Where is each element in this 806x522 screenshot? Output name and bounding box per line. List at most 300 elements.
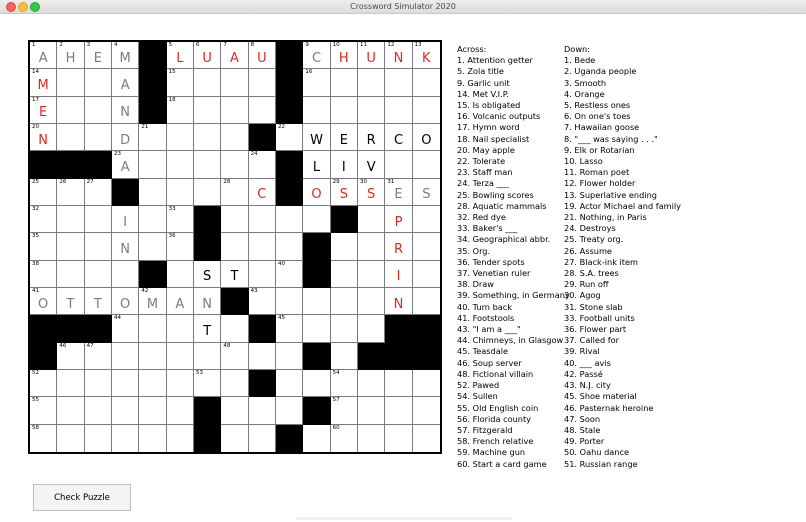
- cell-number: 53: [196, 370, 203, 376]
- clue-item[interactable]: 12. Flower holder: [564, 178, 636, 189]
- grid-cell[interactable]: [358, 261, 385, 288]
- grid-cell[interactable]: [221, 69, 248, 96]
- grid-cell[interactable]: [139, 288, 166, 315]
- grid-cell[interactable]: [413, 42, 440, 69]
- cell-letter: E: [394, 187, 403, 203]
- clue-item[interactable]: 40. Turn back: [457, 301, 513, 312]
- clue-item[interactable]: 18. Nail specialist: [457, 133, 530, 144]
- grid-cell[interactable]: [385, 233, 412, 260]
- grid-cell[interactable]: [413, 288, 440, 315]
- clue-item[interactable]: 51. Russian range: [564, 458, 638, 469]
- grid-cell[interactable]: [221, 397, 248, 424]
- grid-cell[interactable]: [249, 151, 276, 178]
- grid-cell[interactable]: [30, 370, 57, 397]
- grid-cell[interactable]: [331, 370, 358, 397]
- grid-cell[interactable]: [303, 42, 330, 69]
- grid-cell[interactable]: [249, 179, 276, 206]
- grid-cell[interactable]: [331, 42, 358, 69]
- grid-cell[interactable]: [30, 233, 57, 260]
- grid-cell[interactable]: [57, 97, 84, 124]
- grid-cell[interactable]: [385, 397, 412, 424]
- grid-cell[interactable]: [385, 97, 412, 124]
- grid-cell[interactable]: [57, 397, 84, 424]
- clue-item[interactable]: 10. Lasso: [564, 156, 603, 167]
- cell-number: 3: [86, 42, 91, 48]
- grid-cell[interactable]: [167, 370, 194, 397]
- grid-cell[interactable]: [112, 233, 139, 260]
- clue-item[interactable]: 26. Assume: [564, 245, 612, 256]
- clue-item[interactable]: 32. Red dye: [457, 212, 506, 223]
- clue-item[interactable]: 15. Is obligated: [457, 100, 521, 111]
- grid-cell[interactable]: [221, 179, 248, 206]
- clue-item[interactable]: 55. Old English coin: [457, 402, 539, 413]
- clue-item[interactable]: 25. Bowling scores: [457, 189, 534, 200]
- grid-cell[interactable]: [57, 425, 84, 452]
- grid-cell[interactable]: [85, 425, 112, 452]
- clue-item[interactable]: 57. Fitzgerald: [457, 424, 513, 435]
- grid-cell[interactable]: [112, 124, 139, 151]
- grid-cell[interactable]: [331, 261, 358, 288]
- down-clue-list: [564, 55, 681, 470]
- clue-item[interactable]: 43. N.J. city: [564, 380, 611, 391]
- grid-cell[interactable]: [167, 69, 194, 96]
- clue-item[interactable]: 4. Orange: [564, 88, 605, 99]
- grid-cell[interactable]: [57, 343, 84, 370]
- grid-cell[interactable]: [331, 124, 358, 151]
- grid-cell[interactable]: [221, 206, 248, 233]
- cell-number: 38: [32, 260, 39, 267]
- clue-item[interactable]: 27. Black-ink item: [564, 256, 639, 267]
- cell-letter: O: [421, 132, 432, 148]
- grid-cell[interactable]: [57, 179, 84, 206]
- clue-item[interactable]: 59. Machine gun: [457, 447, 526, 458]
- clue-item[interactable]: 45. Shoe material: [564, 391, 637, 402]
- grid-cell[interactable]: [413, 261, 440, 288]
- cell-number: 42: [141, 288, 149, 294]
- grid-cell[interactable]: [167, 97, 194, 124]
- grid-cell[interactable]: [303, 151, 330, 178]
- clue-item[interactable]: 14. Met V.I.P.: [457, 88, 509, 99]
- grid-cell[interactable]: [358, 69, 385, 96]
- grid-cell[interactable]: [57, 69, 84, 96]
- cell-number: 17: [32, 96, 39, 103]
- black-cell: [385, 343, 412, 370]
- clue-item[interactable]: 7. Hawaiian goose: [564, 122, 640, 133]
- clue-item[interactable]: 36. Tender spots: [457, 256, 525, 267]
- clue-item[interactable]: 60. Start a card game: [457, 458, 547, 469]
- cell-letter: R: [393, 241, 404, 257]
- grid-cell[interactable]: [385, 151, 412, 178]
- clue-item[interactable]: 35. Org.: [457, 245, 491, 256]
- grid-cell[interactable]: [221, 124, 248, 151]
- cell-number: 1: [32, 42, 36, 48]
- grid-cell[interactable]: [303, 206, 330, 233]
- grid-cell[interactable]: [57, 288, 84, 315]
- grid-cell[interactable]: [276, 315, 303, 342]
- grid-cell[interactable]: [358, 315, 385, 342]
- grid-cell[interactable]: [30, 97, 57, 124]
- grid-cell[interactable]: [85, 206, 112, 233]
- grid-cell[interactable]: [331, 233, 358, 260]
- cell-number: 13: [414, 42, 422, 48]
- grid-cell[interactable]: [221, 425, 248, 452]
- clue-item[interactable]: 42. Passé: [564, 368, 603, 379]
- grid-cell[interactable]: [358, 206, 385, 233]
- cell-number: 40: [278, 260, 285, 267]
- grid-cell[interactable]: [112, 397, 139, 424]
- grid-cell[interactable]: [139, 425, 166, 452]
- clue-item[interactable]: 28. S.A. trees: [564, 268, 619, 279]
- clue-item[interactable]: 9. Garlic unit: [457, 77, 510, 88]
- grid-cell[interactable]: [112, 261, 139, 288]
- clue-item[interactable]: 47. Soon: [564, 413, 601, 424]
- clue-item[interactable]: 49. Porter: [564, 436, 605, 447]
- grid-cell[interactable]: [194, 124, 221, 151]
- grid-cell[interactable]: [413, 124, 440, 151]
- grid-cell[interactable]: [413, 151, 440, 178]
- grid-cell[interactable]: [221, 151, 248, 178]
- grid-cell[interactable]: [331, 69, 358, 96]
- grid-cell[interactable]: [303, 69, 330, 96]
- clue-item[interactable]: 37. Called for: [564, 335, 620, 346]
- grid-cell[interactable]: [413, 425, 440, 452]
- clue-item[interactable]: 37. Venetian ruler: [457, 268, 531, 279]
- grid-cell[interactable]: [167, 124, 194, 151]
- grid-cell[interactable]: [249, 42, 276, 69]
- clue-item[interactable]: 5. Restless ones: [564, 100, 631, 111]
- grid-cell[interactable]: [194, 343, 221, 370]
- grid-cell[interactable]: [194, 288, 221, 315]
- grid-cell[interactable]: [194, 370, 221, 397]
- clue-item[interactable]: 50. Oahu dance: [564, 447, 630, 458]
- grid-cell[interactable]: [139, 151, 166, 178]
- clue-item[interactable]: 33. Baker's ___: [457, 223, 518, 234]
- grid-cell[interactable]: [194, 69, 221, 96]
- grid-cell[interactable]: [385, 206, 412, 233]
- cell-letter: H: [65, 50, 76, 66]
- grid-cell[interactable]: [167, 315, 194, 342]
- clue-item[interactable]: 29. Run off: [564, 279, 609, 290]
- clue-item[interactable]: 28. Aquatic mammals: [457, 200, 547, 211]
- grid-cell[interactable]: [413, 370, 440, 397]
- grid-cell[interactable]: [303, 315, 330, 342]
- grid-cell[interactable]: [249, 97, 276, 124]
- grid-cell[interactable]: [385, 425, 412, 452]
- grid-cell[interactable]: [385, 124, 412, 151]
- grid-cell[interactable]: [413, 97, 440, 124]
- grid-cell[interactable]: [167, 425, 194, 452]
- grid-cell[interactable]: [85, 97, 112, 124]
- cell-letter: T: [203, 323, 212, 339]
- check-puzzle-button[interactable]: Check Puzzle: [33, 484, 131, 511]
- clue-item[interactable]: 20. May apple: [457, 144, 515, 155]
- cell-letter: L: [312, 159, 321, 175]
- clue-item[interactable]: 19. Actor Michael and family: [564, 200, 682, 211]
- clue-item[interactable]: 58. French relative: [457, 436, 534, 447]
- grid-cell[interactable]: [57, 370, 84, 397]
- grid-cell[interactable]: [385, 69, 412, 96]
- cell-number: 43: [250, 288, 258, 294]
- scroll-indicator: [296, 517, 512, 520]
- clue-item[interactable]: 17. Hymn word: [457, 122, 520, 133]
- grid-cell[interactable]: [139, 343, 166, 370]
- grid-cell[interactable]: [331, 288, 358, 315]
- grid-cell[interactable]: [139, 124, 166, 151]
- grid-cell[interactable]: [276, 288, 303, 315]
- grid-cell[interactable]: [57, 206, 84, 233]
- grid-cell[interactable]: [358, 124, 385, 151]
- grid-cell[interactable]: [85, 370, 112, 397]
- grid-cell[interactable]: [358, 425, 385, 452]
- grid-cell[interactable]: [249, 233, 276, 260]
- clue-item[interactable]: 1. Attention getter: [457, 55, 533, 66]
- grid-cell[interactable]: [413, 397, 440, 424]
- cell-letter: N: [120, 105, 131, 121]
- grid-cell[interactable]: [221, 42, 248, 69]
- clue-item[interactable]: 2. Uganda people: [564, 66, 637, 77]
- grid-cell[interactable]: [167, 288, 194, 315]
- grid-cell[interactable]: [331, 97, 358, 124]
- grid-cell[interactable]: [358, 42, 385, 69]
- grid-cell[interactable]: [139, 397, 166, 424]
- grid-cell[interactable]: [139, 233, 166, 260]
- grid-cell[interactable]: [85, 233, 112, 260]
- grid-cell[interactable]: [139, 315, 166, 342]
- cell-letter: O: [38, 296, 49, 312]
- clue-item[interactable]: 6. On one's toes: [564, 111, 631, 122]
- grid-cell[interactable]: [276, 370, 303, 397]
- grid-cell[interactable]: [112, 206, 139, 233]
- grid-cell[interactable]: [385, 261, 412, 288]
- clue-item[interactable]: 45. Teasdale: [457, 346, 509, 357]
- grid-cell[interactable]: [303, 288, 330, 315]
- cell-letter: U: [202, 50, 212, 66]
- grid-cell[interactable]: [167, 233, 194, 260]
- grid-cell[interactable]: [112, 315, 139, 342]
- grid-cell[interactable]: [221, 233, 248, 260]
- grid-cell[interactable]: [276, 261, 303, 288]
- grid-cell[interactable]: [303, 179, 330, 206]
- grid-cell[interactable]: [57, 261, 84, 288]
- grid-cell[interactable]: [85, 179, 112, 206]
- clue-item[interactable]: 31. Stone slab: [564, 301, 623, 312]
- grid-cell[interactable]: [413, 69, 440, 96]
- grid-cell[interactable]: [358, 179, 385, 206]
- clue-item[interactable]: 39. Something, in Germany: [457, 290, 570, 301]
- cell-letter: C: [311, 50, 322, 66]
- grid-cell[interactable]: [167, 179, 194, 206]
- clue-item[interactable]: 34. Geographical abbr.: [457, 234, 551, 245]
- grid-cell[interactable]: [57, 233, 84, 260]
- clue-item[interactable]: 38. Draw: [457, 279, 495, 290]
- cell-number: 20: [32, 124, 39, 130]
- clue-item[interactable]: 8. "___ was saying . . .": [564, 133, 658, 144]
- grid-cell[interactable]: [112, 370, 139, 397]
- grid-cell[interactable]: [358, 370, 385, 397]
- cell-number: 32: [32, 206, 39, 212]
- cell-number: 60: [332, 424, 340, 431]
- grid-cell[interactable]: [30, 69, 57, 96]
- grid-cell[interactable]: [358, 97, 385, 124]
- cell-letter: A: [38, 50, 48, 66]
- grid-cell[interactable]: [30, 124, 57, 151]
- grid-cell[interactable]: [167, 261, 194, 288]
- clue-item[interactable]: 46. Pasternak heroine: [564, 402, 654, 413]
- grid-cell[interactable]: [112, 69, 139, 96]
- clue-item[interactable]: 23. Staff man: [457, 167, 513, 178]
- grid-cell[interactable]: [413, 179, 440, 206]
- grid-cell[interactable]: [249, 206, 276, 233]
- grid-cell[interactable]: [276, 343, 303, 370]
- clue-item[interactable]: 24. Destroys: [564, 223, 616, 234]
- grid-cell[interactable]: [85, 69, 112, 96]
- clue-item[interactable]: 1. Bede: [564, 55, 596, 66]
- grid-cell[interactable]: [85, 343, 112, 370]
- grid-cell[interactable]: [167, 42, 194, 69]
- clue-item[interactable]: 21. Nothing, in Paris: [564, 212, 647, 223]
- grid-cell[interactable]: [249, 425, 276, 452]
- cell-letter: U: [366, 50, 376, 66]
- clue-item[interactable]: 24. Terza ___: [457, 178, 509, 189]
- clue-item[interactable]: 52. Pawed: [457, 380, 500, 391]
- grid-cell[interactable]: [167, 343, 194, 370]
- grid-cell[interactable]: [249, 343, 276, 370]
- grid-cell[interactable]: [194, 261, 221, 288]
- black-cell: [194, 206, 221, 233]
- grid-cell[interactable]: [194, 42, 221, 69]
- grid-cell[interactable]: [30, 261, 57, 288]
- cell-number: 21: [141, 124, 149, 130]
- grid-cell[interactable]: [85, 261, 112, 288]
- grid-cell[interactable]: [331, 315, 358, 342]
- black-cell: [30, 151, 57, 178]
- grid-cell[interactable]: [112, 343, 139, 370]
- grid-cell[interactable]: [85, 124, 112, 151]
- clue-item[interactable]: 48. Fictional villain: [457, 368, 534, 379]
- clue-item[interactable]: 22. Tolerate: [457, 156, 506, 167]
- grid-cell[interactable]: [139, 179, 166, 206]
- grid-cell[interactable]: [30, 179, 57, 206]
- clue-item[interactable]: 16. Volcanic outputs: [457, 111, 541, 122]
- grid-cell[interactable]: [249, 261, 276, 288]
- grid-cell[interactable]: [385, 179, 412, 206]
- grid-cell[interactable]: [194, 179, 221, 206]
- grid-cell[interactable]: [331, 343, 358, 370]
- clue-item[interactable]: 30. Agog: [564, 290, 601, 301]
- clue-item[interactable]: 39. Rival: [564, 346, 600, 357]
- clue-item[interactable]: 3. Smooth: [564, 77, 607, 88]
- clue-item[interactable]: 43. "I am a ___": [457, 324, 521, 335]
- grid-cell[interactable]: [167, 206, 194, 233]
- grid-cell[interactable]: [249, 69, 276, 96]
- across-clues: [457, 44, 570, 470]
- grid-cell[interactable]: [112, 151, 139, 178]
- grid-cell[interactable]: [358, 288, 385, 315]
- grid-cell[interactable]: [221, 343, 248, 370]
- grid-cell[interactable]: [194, 97, 221, 124]
- grid-cell[interactable]: [139, 370, 166, 397]
- grid-cell[interactable]: [276, 124, 303, 151]
- cell-letter: S: [203, 269, 212, 285]
- cell-letter: N: [393, 50, 404, 66]
- grid-cell[interactable]: [331, 397, 358, 424]
- grid-cell[interactable]: [194, 151, 221, 178]
- grid-cell[interactable]: [57, 42, 84, 69]
- clue-item[interactable]: 25. Treaty org.: [564, 234, 624, 245]
- clue-item[interactable]: 33. Football units: [564, 312, 635, 323]
- grid-cell[interactable]: [276, 206, 303, 233]
- grid-cell[interactable]: [57, 124, 84, 151]
- grid-cell[interactable]: [85, 288, 112, 315]
- clue-item[interactable]: 56. Florida county: [457, 413, 532, 424]
- clue-item[interactable]: 13. Superlative ending: [564, 189, 657, 200]
- grid-cell[interactable]: [30, 425, 57, 452]
- grid-cell[interactable]: [385, 288, 412, 315]
- clue-item[interactable]: 41. Footstools: [457, 312, 515, 323]
- grid-cell[interactable]: [221, 261, 248, 288]
- grid-cell[interactable]: [221, 97, 248, 124]
- grid-cell[interactable]: [413, 206, 440, 233]
- grid-cell[interactable]: [413, 233, 440, 260]
- grid-cell[interactable]: [194, 315, 221, 342]
- grid-cell[interactable]: [85, 42, 112, 69]
- clue-item[interactable]: 5. Zola title: [457, 66, 504, 77]
- grid-cell[interactable]: [112, 97, 139, 124]
- grid-cell[interactable]: [221, 315, 248, 342]
- grid-cell[interactable]: [85, 397, 112, 424]
- grid-cell[interactable]: [303, 97, 330, 124]
- grid-cell[interactable]: [385, 42, 412, 69]
- grid-cell[interactable]: [30, 288, 57, 315]
- clue-item[interactable]: 36. Flower part: [564, 324, 627, 335]
- clue-item[interactable]: 48. Stale: [564, 424, 601, 435]
- grid-cell[interactable]: [112, 288, 139, 315]
- clue-item[interactable]: 54. Sullen: [457, 391, 498, 402]
- grid-cell[interactable]: [276, 397, 303, 424]
- grid-cell[interactable]: [276, 233, 303, 260]
- grid-cell[interactable]: [112, 425, 139, 452]
- grid-cell[interactable]: [303, 124, 330, 151]
- grid-cell[interactable]: [167, 151, 194, 178]
- clue-item[interactable]: 46. Soup server: [457, 357, 522, 368]
- grid-cell[interactable]: [112, 42, 139, 69]
- grid-cell[interactable]: [139, 206, 166, 233]
- grid-cell[interactable]: [303, 370, 330, 397]
- clue-item[interactable]: 40. ___ avis: [564, 357, 611, 368]
- clue-item[interactable]: 44. Chimneys, in Glasgow: [457, 335, 564, 346]
- grid-cell[interactable]: [221, 370, 248, 397]
- grid-cell[interactable]: [167, 397, 194, 424]
- cell-number: 10: [332, 42, 340, 48]
- grid-cell[interactable]: [358, 151, 385, 178]
- cell-letter: U: [257, 50, 267, 66]
- grid-cell[interactable]: [249, 288, 276, 315]
- grid-cell[interactable]: [331, 179, 358, 206]
- grid-cell[interactable]: [30, 397, 57, 424]
- cell-number: 8: [250, 42, 255, 48]
- clue-item[interactable]: 9. Elk or Rotarian: [564, 144, 635, 155]
- grid-cell[interactable]: [30, 42, 57, 69]
- grid-cell[interactable]: [385, 370, 412, 397]
- grid-cell[interactable]: [358, 397, 385, 424]
- grid-cell[interactable]: [358, 233, 385, 260]
- grid-cell[interactable]: [331, 425, 358, 452]
- grid-cell[interactable]: [249, 397, 276, 424]
- grid-cell[interactable]: [303, 425, 330, 452]
- clue-item[interactable]: 11. Roman poet: [564, 167, 630, 178]
- grid-cell[interactable]: [30, 206, 57, 233]
- grid-cell[interactable]: [331, 151, 358, 178]
